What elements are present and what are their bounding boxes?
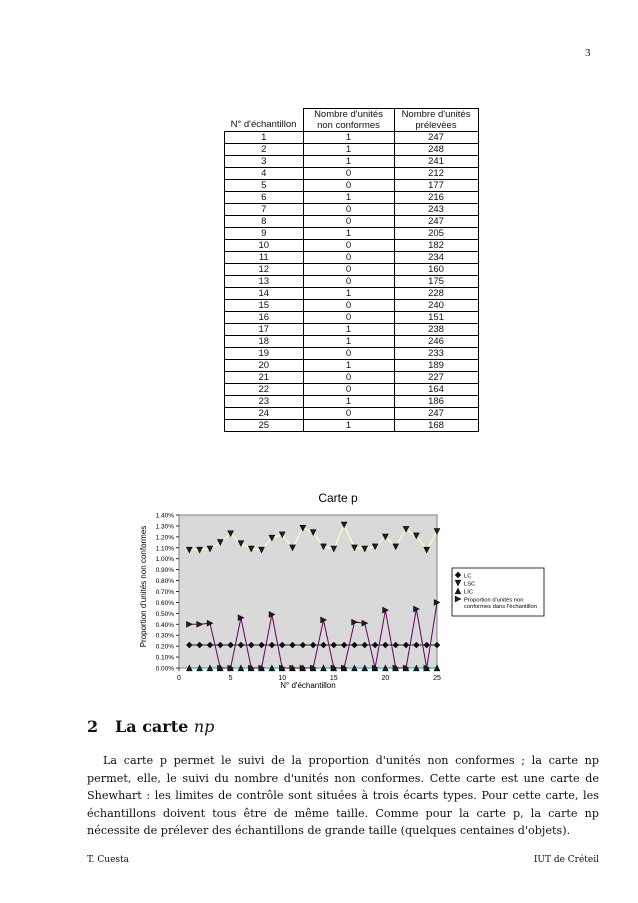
table-cell: 13 [225,276,304,288]
y-tick-label: 0.40% [155,621,174,629]
table-cell: 0 [303,276,394,288]
table-cell: 248 [394,144,478,156]
paragraph-line: de contrôle sont situées à trois écarts types. Pour cette carte, les échantillons doivent tous être [87,789,599,820]
table-cell: 0 [303,168,394,180]
table-header-sample: N° d'échantillon [230,119,297,130]
y-tick-label: 0.20% [155,643,174,651]
x-axis-label: N° d'échantillon [280,681,336,690]
table-cell: 0 [303,348,394,360]
table-cell: 234 [394,252,478,264]
table-cell: 0 [303,372,394,384]
table-header-sampled: Nombre d'unités prélevées [394,109,478,132]
table-cell: 243 [394,204,478,216]
page-number: 3 [585,47,591,59]
table-cell: 0 [303,300,394,312]
table-cell: 0 [303,252,394,264]
table-cell: 1 [225,132,304,144]
table-cell: 15 [225,300,304,312]
table-cell: 3 [225,156,304,168]
y-tick-label: 0.60% [155,599,174,607]
table-cell: 1 [303,156,394,168]
section-number: 2 [87,717,99,736]
table-cell: 241 [394,156,478,168]
table-cell: 21 [225,372,304,384]
body-paragraph [87,752,599,840]
y-tick-label: 0.00% [155,665,174,673]
table-cell: 0 [303,240,394,252]
table-cell: 247 [394,132,478,144]
y-tick-label: 1.00% [155,556,174,564]
y-tick-label: 1.40% [155,512,174,520]
table-cell: 18 [225,336,304,348]
x-tick-label: 15 [329,675,338,682]
table-cell: 0 [303,408,394,420]
table-cell: 0 [303,264,394,276]
legend-label: LC [464,573,472,580]
table-cell: 1 [303,192,394,204]
y-axis-label: Proportion d'unités non conformes [139,525,148,648]
table-cell: 6 [225,192,304,204]
table-cell: 1 [303,288,394,300]
x-tick-label: 10 [278,675,287,682]
table-cell: 20 [225,360,304,372]
y-tick-label: 0.90% [155,567,174,575]
table-cell: 4 [225,168,304,180]
legend-label: LSC [464,581,476,588]
y-tick-label: 0.70% [155,589,174,596]
legend-label: conformes dans l'échantillon [464,604,537,610]
table-cell: 175 [394,276,478,288]
y-tick-label: 0.80% [155,578,174,586]
table-cell: 0 [303,180,394,192]
table-cell: 212 [394,168,478,180]
table-cell: 19 [225,348,304,360]
y-tick-label: 1.30% [155,523,174,531]
table-cell: 0 [303,312,394,324]
table-cell: 1 [303,396,394,408]
paragraph-line: le suivi du nombre d'unités non conformes. Cette carte est une carte de Shewhart : les limites [87,771,600,803]
table-cell: 160 [394,264,478,276]
x-tick-label: 0 [177,675,181,682]
table-cell: 168 [394,420,478,432]
table-cell: 12 [225,264,304,276]
table-cell: 228 [394,288,478,300]
x-tick-label: 25 [433,675,441,682]
table-cell: 227 [394,372,478,384]
y-tick-label: 0.50% [155,610,174,618]
paragraph-line: grande taille (quelques centaines d'objets). [324,824,571,838]
section-heading [87,717,214,736]
table-cell: 205 [394,228,478,240]
table-cell: 238 [394,324,478,336]
table-cell: 14 [225,288,304,300]
paragraph-line: La carte p permet le suivi de la proportion d'unités non conformes ; la carte np permet, elle, [87,754,599,785]
table-cell: 24 [225,408,304,420]
table-cell: 10 [225,240,304,252]
table-cell: 151 [394,312,478,324]
x-tick-label: 5 [228,675,233,682]
table-cell: 22 [225,384,304,396]
table-cell: 240 [394,300,478,312]
table-cell: 0 [303,204,394,216]
table-cell: 16 [225,312,304,324]
table-cell: 17 [225,324,304,336]
table-cell: 182 [394,240,478,252]
y-tick-label: 0.30% [155,632,174,640]
table-cell: 246 [394,336,478,348]
table-cell: 11 [225,252,304,264]
table-cell: 1 [303,324,394,336]
table-cell: 0 [303,384,394,396]
legend-label: LIC [464,589,474,596]
table-cell: 164 [394,384,478,396]
y-tick-label: 1.20% [155,534,174,542]
table-cell: 247 [394,408,478,420]
table-cell: 177 [394,180,478,192]
table-cell: 8 [225,216,304,228]
table-cell: 1 [303,336,394,348]
table-cell: 1 [303,132,394,144]
table-cell: 247 [394,216,478,228]
legend-label: Proportion d'unités non [464,597,524,604]
table-cell: 5 [225,180,304,192]
table-cell: 186 [394,396,478,408]
table-cell: 9 [225,228,304,240]
table-cell: 233 [394,348,478,360]
footer-author: T. Cuesta [87,855,130,865]
table-cell: 1 [303,360,394,372]
table-cell: 2 [225,144,304,156]
table-cell: 7 [225,204,304,216]
table-cell: 1 [303,228,394,240]
y-tick-label: 0.10% [155,654,174,662]
table-cell: 25 [225,420,304,432]
table-cell: 1 [303,144,394,156]
table-cell: 189 [394,360,478,372]
table-header-nonconforming: Nombre d'unités non conformes [303,109,394,132]
table-cell: 216 [394,192,478,204]
table-cell: 23 [225,396,304,408]
paragraph-line: de même taille. Comme pour la carte p, la carte np nécessite de prélever des échantillons de [87,806,599,838]
chart-title: Carte p [318,491,358,505]
table-cell: 0 [303,216,394,228]
table-cell: 1 [303,420,394,432]
x-tick-label: 20 [381,675,390,682]
y-tick-label: 1.10% [155,545,174,553]
section-title: La carte [115,717,189,736]
footer-institution: IUT de Créteil [533,855,599,865]
section-title-math: np [193,717,215,736]
